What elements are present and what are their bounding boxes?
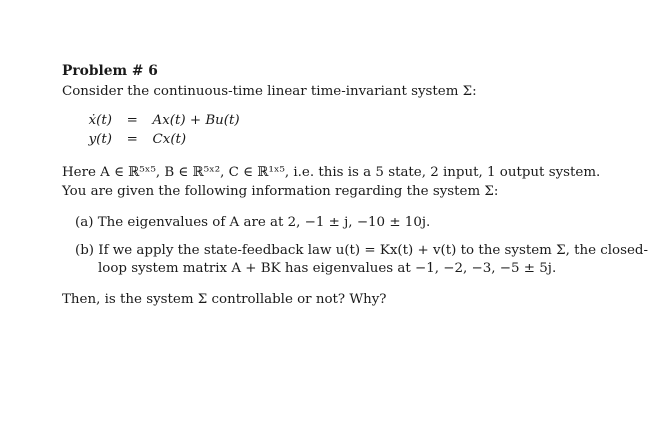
output-equation-equals: = [126,132,138,147]
problem-title: Problem # 6 [62,63,158,79]
controllability-question: Then, is the system Σ controllable or not? Why? [62,292,387,307]
state-equation-rhs: Ax(t) + Bu(t) [152,113,240,128]
item-b-feedback-line2: loop system matrix A + BK has eigenvalues at −1, −2, −3, −5 ± 5j. [98,261,557,276]
problem-intro: Consider the continuous-time linear time-invariant system Σ: [62,84,477,99]
item-b-feedback-line1: (b) If we apply the state-feedback law u(t) = Kx(t) + v(t) to the system Σ, the closed- [75,243,649,258]
item-a-eigenvalues: (a) The eigenvalues of A are at 2, −1 ± j, −10 ± 10j. [75,215,431,230]
given-information-intro: You are given the following information regarding the system Σ: [62,184,499,199]
state-equation-lhs: ẋ(t) [88,113,112,128]
state-equation-equals: = [126,113,138,128]
output-equation-lhs: y(t) [88,132,112,147]
output-equation-rhs: Cx(t) [152,132,187,147]
matrix-dimensions: Here A ∈ ℝ⁵ˣ⁵, B ∈ ℝ⁵ˣ², C ∈ ℝ¹ˣ⁵, i.e. this is a 5 state, 2 input, 1 output system. [62,165,601,180]
state-equation [72,113,240,129]
output-equation [72,132,186,148]
